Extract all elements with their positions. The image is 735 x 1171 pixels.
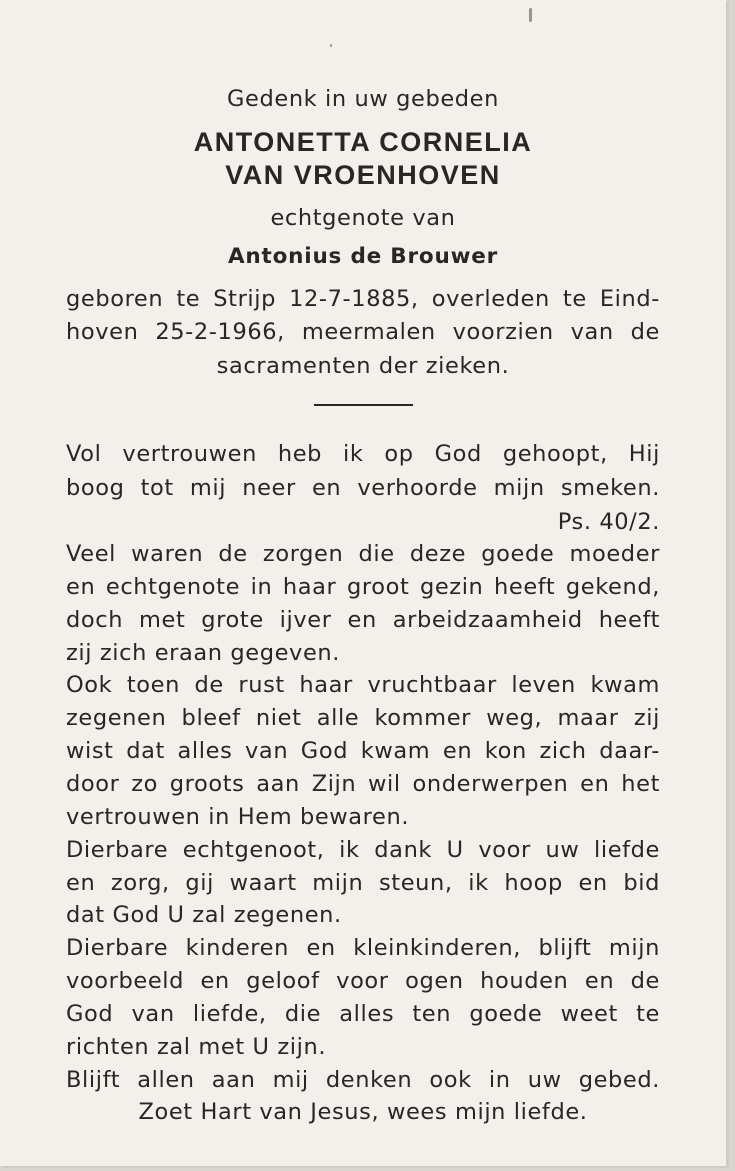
paragraph-line: dat God U zal zegenen. — [66, 902, 342, 928]
paragraph-line: doch met grote ijver en arbeidzaamheid heeft — [66, 607, 660, 633]
biography-line: geboren te Strijp 12-7-1885, overleden te Eind- — [66, 286, 660, 312]
paragraph-line: zegenen bleef niet alle kommer weg, maar zij — [66, 705, 660, 731]
paragraph-line: Ook toen de rust haar vruchtbaar leven kwam — [66, 672, 660, 698]
deceased-name-first: ANTONETTA CORNELIA — [193, 127, 533, 157]
biography-line: hoven 25-2-1966, meermalen voorzien van de — [66, 319, 660, 345]
spouse-name: Antonius de Brouwer — [227, 244, 499, 269]
paragraph-line: zij zich eraan gegeven. — [66, 640, 341, 666]
divider-rule — [314, 404, 413, 406]
closing-line: Blijft allen aan mij denken ook in uw gebed. — [66, 1067, 660, 1093]
verse-reference: Ps. 40/2. — [557, 509, 660, 535]
paragraph-line: Dierbare echtgenoot, ik dank U voor uw liefde — [66, 837, 660, 863]
verse-line: boog tot mij neer en verhoorde mijn smeken. — [66, 475, 660, 501]
paragraph-line: en zorg, gij waart mijn steun, ik hoop en bid — [66, 870, 660, 896]
intro-text: Gedenk in uw gebeden — [227, 86, 499, 112]
paragraph-line: voorbeeld en geloof voor ogen houden en de — [66, 968, 660, 994]
paper-speck — [330, 44, 332, 47]
paragraph-line: God van liefde, die alles ten goede weet te — [66, 1001, 660, 1027]
verse-line: Vol vertrouwen heb ik op God gehoopt, Hij — [66, 441, 660, 467]
paragraph-line: Veel waren de zorgen die deze goede moeder — [66, 541, 660, 567]
biography-line: sacramenten der zieken. — [216, 353, 510, 379]
paragraph-line: vertrouwen in Hem bewaren. — [66, 804, 410, 830]
paragraph-line: richten zal met U zijn. — [66, 1034, 327, 1060]
paragraph-line: wist dat alles van God kwam en kon zich daar- — [66, 738, 660, 764]
deceased-name-last: VAN VROENHOVEN — [225, 160, 501, 190]
spouse-intro: echtgenote van — [270, 205, 456, 231]
paragraph-line: en echtgenote in haar groot gezin heeft gekend, — [66, 574, 660, 600]
closing-line: Zoet Hart van Jesus, wees mijn liefde. — [138, 1099, 588, 1125]
paper-speck — [529, 8, 532, 22]
paragraph-line: door zo groots aan Zijn wil onderwerpen en het — [66, 771, 660, 797]
paragraph-line: Dierbare kinderen en kleinkinderen, blijft mijn — [66, 935, 660, 961]
